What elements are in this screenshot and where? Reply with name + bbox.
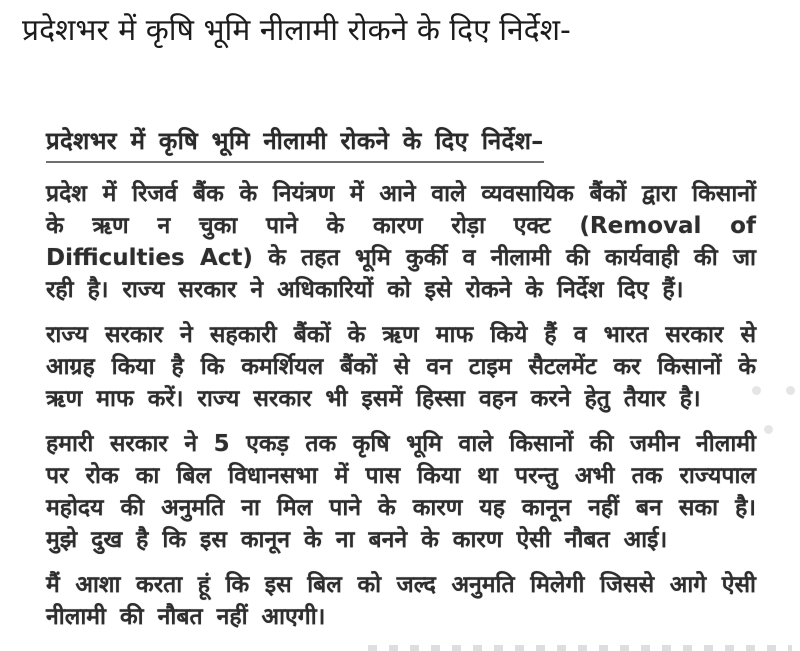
page-title: प्रदेशभर में कृषि भूमि नीलामी रोकने के दिए निर्देश-: [22, 13, 571, 48]
scan-artifact: [786, 386, 795, 395]
paragraph-3: हमारी सरकार ने 5 एकड़ तक कृषि भूमि वाले किसानों की जमीन नीलामी पर रोक का बिल विधानसभा में पास किया था परन्तु अभी तक राज्यपाल महोदय की अनुमति ना मिल पाने के कारण यह कानून नहीं बन सका है। मुझे दुख है कि इस कानून के ना बनने के कारण ऐसी नौबत आई।: [46, 431, 756, 553]
paragraph-2: राज्य सरकार ने सहकारी बैंकों के ऋण माफ किये हैं व भारत सरकार से आग्रह किया है कि कमर्शियल बैंकों से वन टाइम सैटलमेंट कर किसानों के ऋण माफ करें। राज्य सरकार भी इसमें हिस्सा वहन करने हेतु तैयार है।: [46, 322, 756, 412]
cropped-text-fragment: [368, 645, 792, 651]
scanned-article: [46, 124, 756, 633]
paragraph-4: मैं आशा करता हूं कि इस बिल को जल्द अनुमति मिलेगी जिससे आगे ऐसी नीलामी की नौबत नहीं आएगी।: [46, 572, 756, 630]
paragraph-1: प्रदेश में रिजर्व बैंक के नियंत्रण में आने वाले व्यवसायिक बैंकों द्वारा किसानों के ऋण न चुका पाने के कारण रोड़ा एक्ट (Removal of Difficulties Act) के तहत भूमि कुर्की व नीलामी की कार्यवाही की जा रही है। राज्य सरकार ने अधिकारियों को इसे रोकने के निर्देश दिए हैं।: [46, 181, 756, 303]
scan-artifact: [752, 386, 761, 395]
article-heading: प्रदेशभर में कृषि भूमि नीलामी रोकने के दिए निर्देश–: [46, 124, 544, 163]
scan-artifact: [764, 425, 773, 434]
